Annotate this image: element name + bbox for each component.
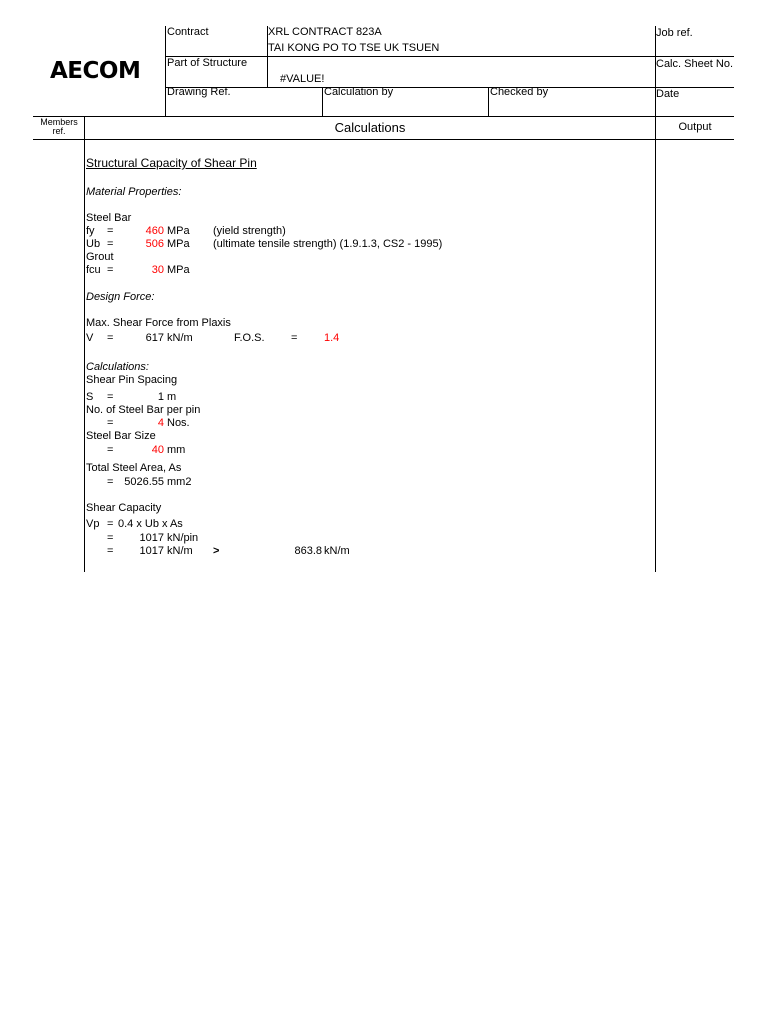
fcu-value: 30 <box>151 264 164 276</box>
fcu-equals: = <box>107 264 114 276</box>
steel-area-label: Total Steel Area, As <box>86 462 182 474</box>
s-symbol: S <box>86 391 94 403</box>
ub-symbol: Ub <box>86 238 101 250</box>
v-value: 617 <box>145 332 164 344</box>
ub-note: (ultimate tensile strength) (1.9.1.3, CS2 - 1995) <box>213 238 443 250</box>
contract-value-line1: XRL CONTRACT 823A <box>268 26 382 38</box>
fcu-unit: MPa <box>167 264 190 276</box>
section-title: Structural Capacity of Shear Pin <box>86 156 257 170</box>
v-equals: = <box>107 332 114 344</box>
job-ref-label: Job ref. <box>656 27 693 39</box>
comparison-sign: > <box>213 545 220 557</box>
demand-unit: kN/m <box>324 545 350 557</box>
body-border <box>84 116 85 572</box>
size-unit: mm <box>167 444 186 456</box>
calc-sheet-label: Calc. Sheet No. <box>656 58 734 70</box>
steel-bar-label: Steel Bar <box>86 212 132 224</box>
fy-equals: = <box>107 225 114 237</box>
part-of-structure-value: #VALUE! <box>280 73 325 85</box>
output-heading: Output <box>678 121 712 133</box>
date-label: Date <box>656 88 680 100</box>
contract-label: Contract <box>167 26 209 38</box>
fos-label: F.O.S. <box>234 332 265 344</box>
calculations-subheading: Calculations: <box>86 361 149 373</box>
contract-value-line2: TAI KONG PO TO TSE UK TSUEN <box>268 42 440 54</box>
bars-unit: Nos. <box>167 417 190 429</box>
bar-size-label: Steel Bar Size <box>86 430 156 442</box>
fy-unit: MPa <box>167 225 190 237</box>
spacing-label: Shear Pin Spacing <box>86 374 178 386</box>
members-ref-line1: Members <box>40 117 78 127</box>
vp2-unit: kN/m <box>167 545 193 557</box>
header-border <box>165 56 734 57</box>
size-equals: = <box>107 444 114 456</box>
shear-capacity-label: Shear Capacity <box>86 502 162 514</box>
header-border <box>33 116 734 117</box>
area-unit: mm2 <box>167 476 192 488</box>
members-ref-label <box>34 118 84 136</box>
bars-per-pin-label: No. of Steel Bar per pin <box>86 404 201 416</box>
members-ref-line2: ref. <box>52 126 66 136</box>
fy-value: 460 <box>145 225 164 237</box>
vp2-equals: = <box>107 545 114 557</box>
area-equals: = <box>107 476 114 488</box>
fy-symbol: fy <box>86 225 95 237</box>
header-border <box>165 26 166 116</box>
v-unit: kN/m <box>167 332 193 344</box>
s-value: 1 <box>157 391 164 403</box>
design-force-heading: Design Force: <box>86 291 155 303</box>
fos-value: 1.4 <box>324 332 340 344</box>
vp-symbol: Vp <box>86 518 100 530</box>
v-symbol: V <box>86 332 94 344</box>
grout-label: Grout <box>86 251 114 263</box>
checked-by-label: Checked by <box>490 86 549 98</box>
area-value: 5026.55 <box>124 476 164 488</box>
vp-expression: 0.4 x Ub x As <box>118 518 183 530</box>
s-unit: m <box>167 391 177 403</box>
fy-note: (yield strength) <box>213 225 286 237</box>
vp1-unit: kN/pin <box>167 532 199 544</box>
calculation-by-label: Calculation by <box>324 86 394 98</box>
size-value: 40 <box>151 444 164 456</box>
bars-equals: = <box>107 417 114 429</box>
company-logo: AECOM <box>50 58 141 84</box>
ub-value: 506 <box>145 238 164 250</box>
part-of-structure-label: Part of Structure <box>167 57 248 69</box>
header-border <box>165 87 734 88</box>
vp1-value: 1017 <box>139 532 164 544</box>
vp1-equals: = <box>107 532 114 544</box>
bars-value: 4 <box>157 417 164 429</box>
demand-value: 863.8 <box>294 545 322 557</box>
header-border <box>322 87 323 116</box>
s-equals: = <box>107 391 114 403</box>
ub-equals: = <box>107 238 114 250</box>
calculations-heading: Calculations <box>334 120 406 135</box>
fcu-symbol: fcu <box>86 264 101 276</box>
vp-equals: = <box>107 518 114 530</box>
drawing-ref-label: Drawing Ref. <box>167 86 231 98</box>
max-shear-label: Max. Shear Force from Plaxis <box>86 317 231 329</box>
material-properties-heading: Material Properties: <box>86 186 182 198</box>
header-border <box>488 87 489 116</box>
header-border <box>33 139 734 140</box>
fos-equals: = <box>291 332 298 344</box>
ub-unit: MPa <box>167 238 190 250</box>
vp2-value: 1017 <box>139 545 164 557</box>
body-border <box>655 116 656 572</box>
